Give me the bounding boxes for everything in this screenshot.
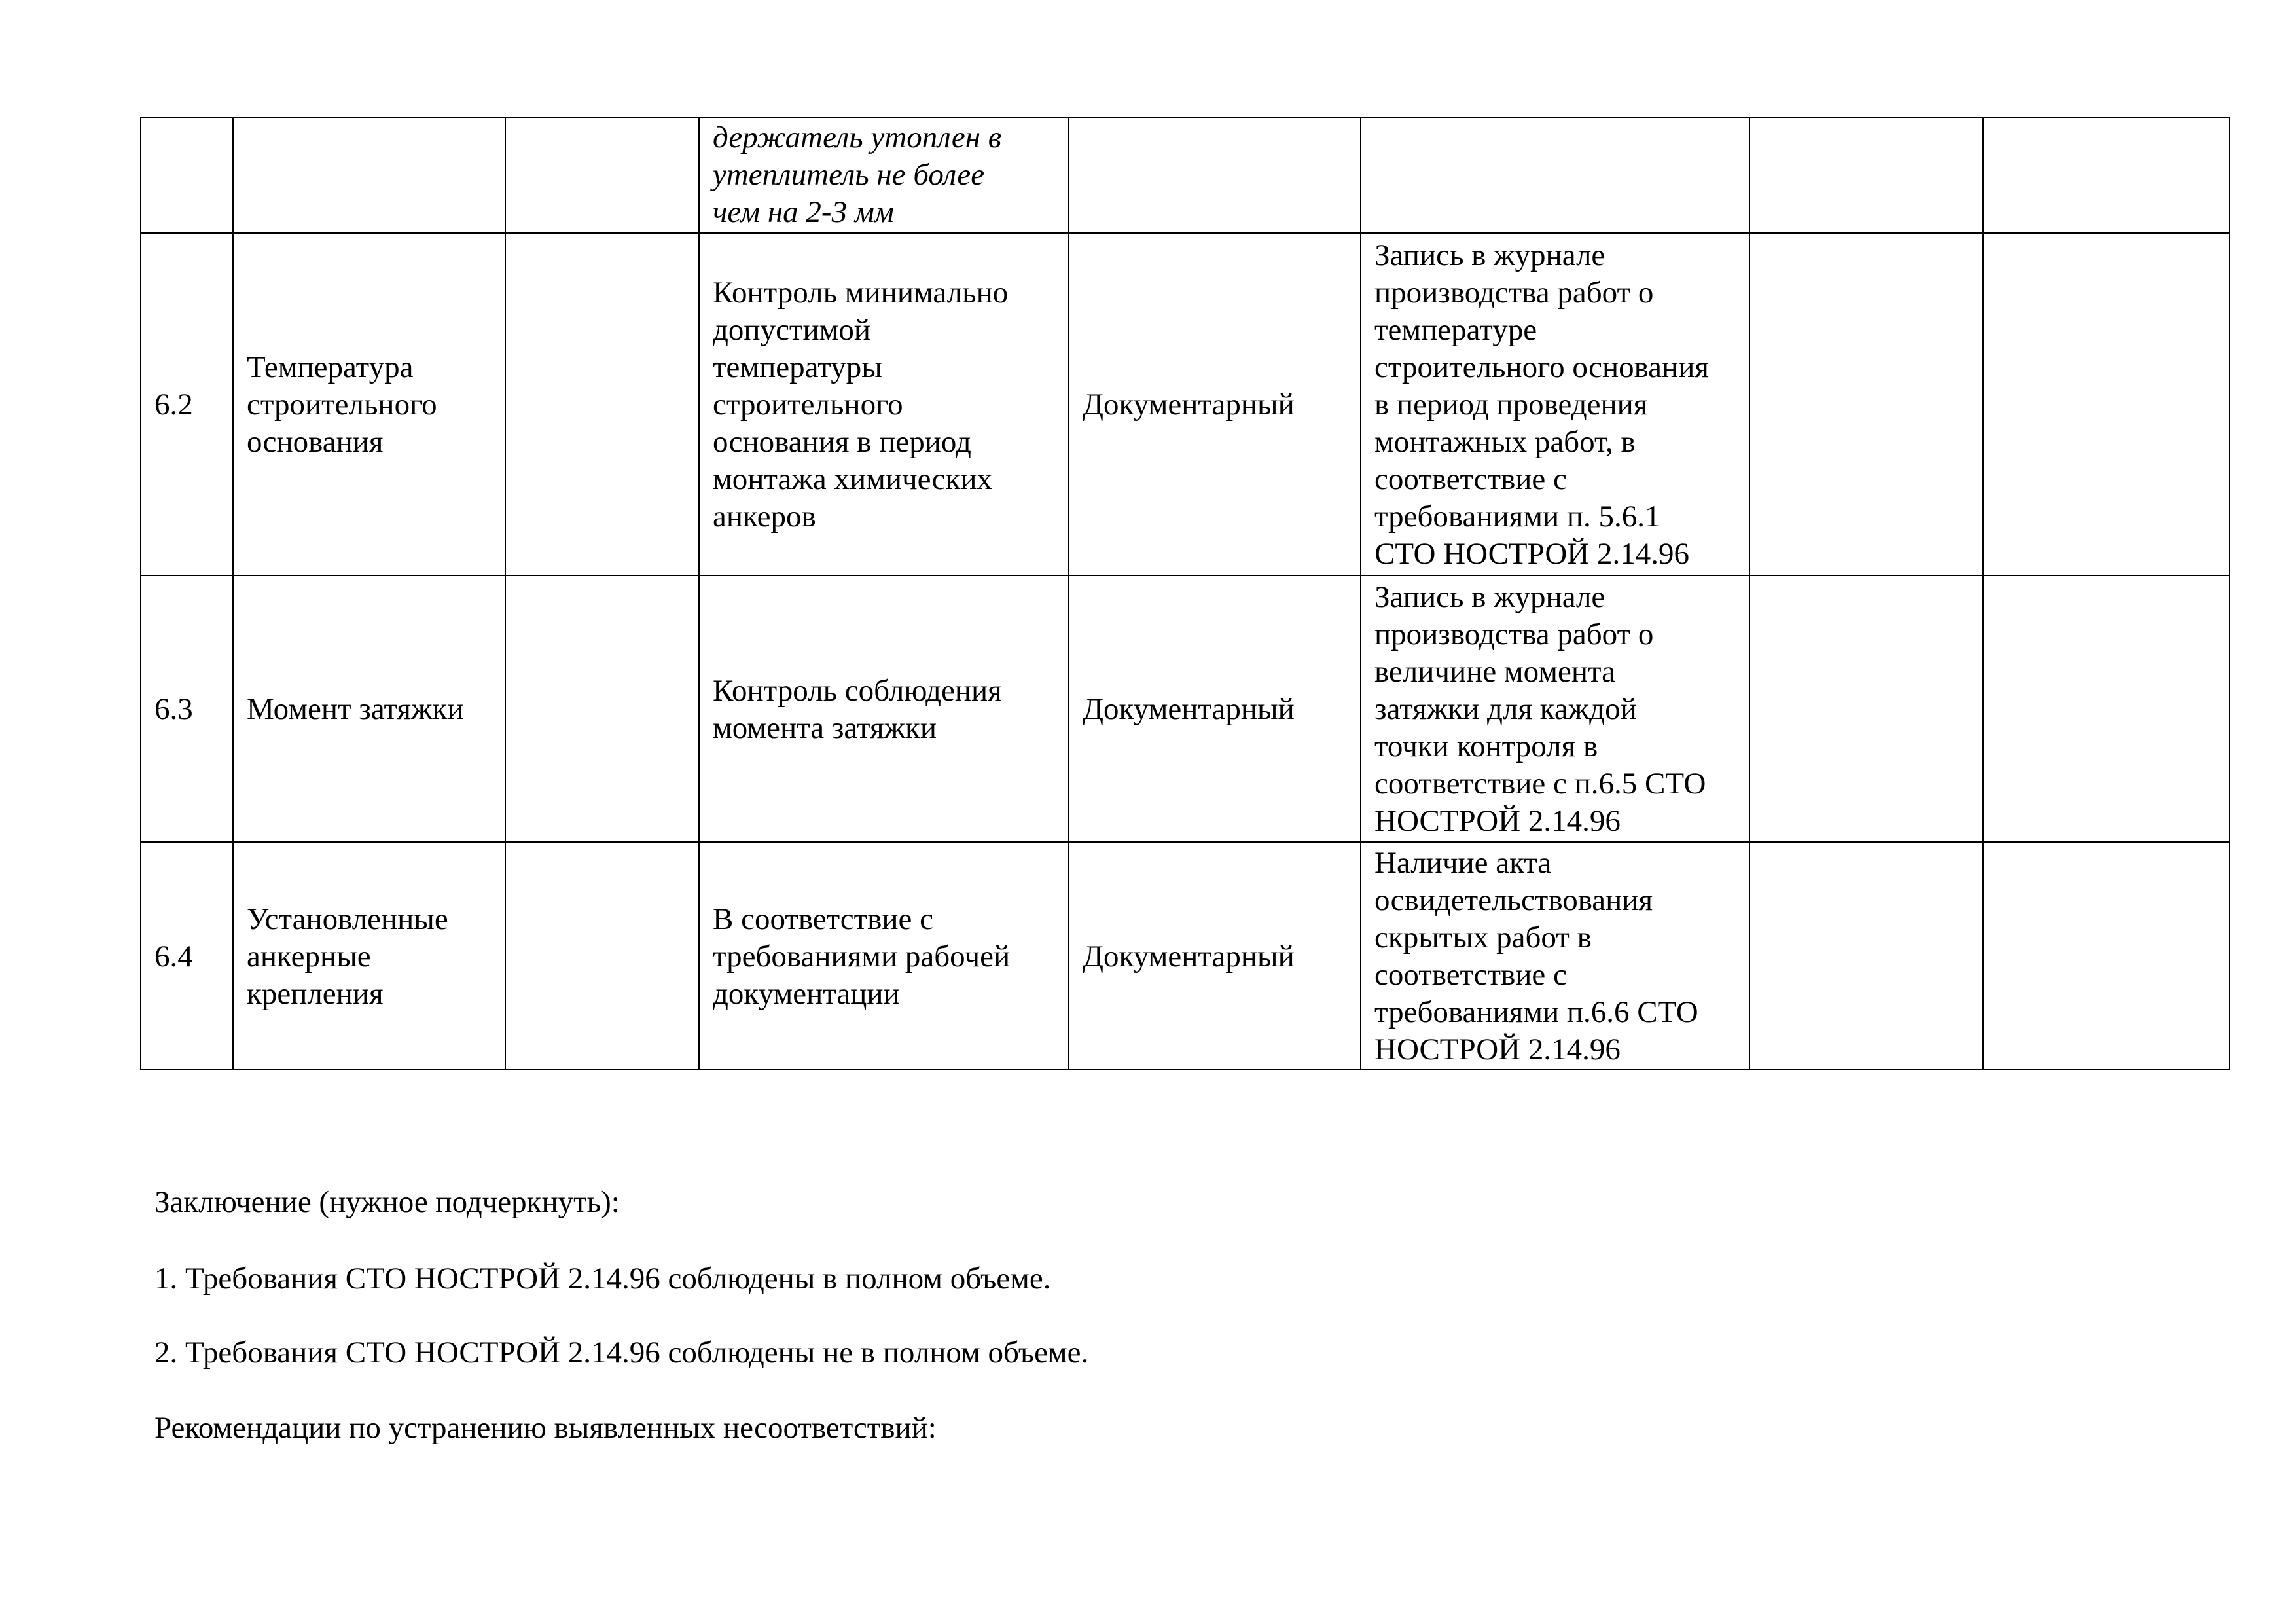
cell-record: Запись в журнале производства работ о величине момента затяжки для каждой точки контроля в соответствие с п.6.5 СТО НОСТРОЙ 2.14.96 <box>1361 575 1749 842</box>
cell-blank <box>505 575 699 842</box>
cell-parameter: Установленные анкерные крепления <box>233 842 505 1070</box>
cell-control: Контроль соблюдения момента затяжки <box>699 575 1069 842</box>
cell-empty <box>1749 233 1983 575</box>
table-row <box>141 842 2229 1070</box>
conclusion-option-2: 2. Требования СТО НОСТРОЙ 2.14.96 соблюдены не в полном объеме. <box>154 1336 1089 1370</box>
cell-method: Документарный <box>1069 575 1361 842</box>
cell-empty <box>1749 117 1983 233</box>
cell-number: 6.3 <box>141 575 233 842</box>
cell-blank <box>505 117 699 233</box>
cell-record: Наличие акта освидетельствования скрытых работ в соответствие с требованиями п.6.6 СТО НОСТРОЙ 2.14.96 <box>1361 842 1749 1070</box>
cell-parameter <box>233 117 505 233</box>
cell-blank <box>505 233 699 575</box>
inspection-table <box>140 117 2230 1070</box>
cell-record <box>1361 117 1749 233</box>
cell-number <box>141 117 233 233</box>
cell-method: Документарный <box>1069 842 1361 1070</box>
conclusion-option-1: 1. Требования СТО НОСТРОЙ 2.14.96 соблюдены в полном объеме. <box>154 1262 1051 1296</box>
cell-control: В соответствие с требованиями рабочей документации <box>699 842 1069 1070</box>
table-row <box>141 575 2229 842</box>
cell-blank <box>505 842 699 1070</box>
cell-number: 6.4 <box>141 842 233 1070</box>
cell-empty <box>1983 117 2229 233</box>
cell-control: держатель утоплен в утеплитель не более чем на 2-3 мм <box>699 117 1069 233</box>
cell-empty <box>1983 575 2229 842</box>
cell-empty <box>1749 842 1983 1070</box>
cell-method <box>1069 117 1361 233</box>
recommendations-heading: Рекомендации по устранению выявленных несоответствий: <box>154 1411 937 1445</box>
cell-parameter: Температура строительного основания <box>233 233 505 575</box>
cell-empty <box>1749 575 1983 842</box>
table-row <box>141 233 2229 575</box>
conclusion-heading: Заключение (нужное подчеркнуть): <box>154 1185 620 1219</box>
cell-empty <box>1983 842 2229 1070</box>
cell-method: Документарный <box>1069 233 1361 575</box>
table-row <box>141 117 2229 233</box>
cell-number: 6.2 <box>141 233 233 575</box>
cell-control: Контроль минимально допустимой температуры строительного основания в период монтажа химических анкеров <box>699 233 1069 575</box>
cell-record: Запись в журнале производства работ о температуре строительного основания в период проведения монтажных работ, в соответствие с требованиями п. 5.6.1 СТО НОСТРОЙ 2.14.96 <box>1361 233 1749 575</box>
cell-parameter: Момент затяжки <box>233 575 505 842</box>
cell-empty <box>1983 233 2229 575</box>
